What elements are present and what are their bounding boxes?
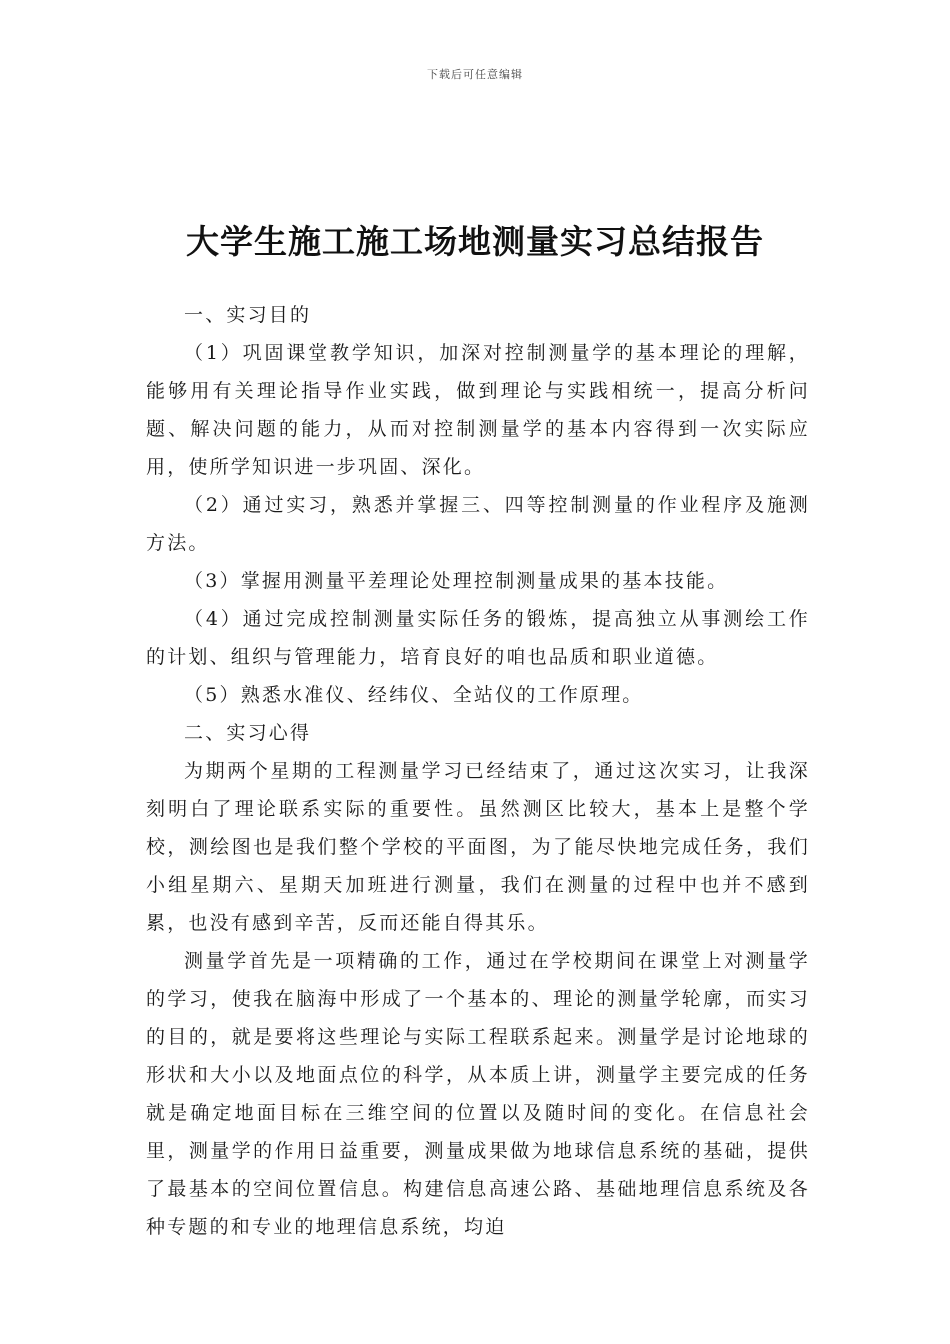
section-heading-purpose: 一、实习目的 — [184, 304, 312, 326]
paragraph-experience-1: 为期两个星期的工程测量学习已经结束了，通过这次实习，让我深刻明白了理论联系实际的重要性。虽然测区比较大，基本上是整个学校，测绘图也是我们整个学校的平面图，为了能尽快地完成任务，我们小组星期六、星期天加班进行测量，我们在测量的过程中也并不感到累，也没有感到辛苦，反而还能自得其乐。 — [146, 760, 810, 934]
paragraph-purpose-3: （3）掌握用测量平差理论处理控制测量成果的基本技能。 — [184, 570, 729, 592]
paragraph-purpose-1: （1）巩固课堂教学知识，加深对控制测量学的基本理论的理解，能够用有关理论指导作业实践，做到理论与实践相统一，提高分析问题、解决问题的能力，从而对控制测量学的基本内容得到一次实际应用，使所学知识进一步巩固、深化。 — [146, 342, 810, 478]
document-body — [146, 296, 810, 1246]
header-note: 下载后可任意编辑 — [427, 68, 523, 81]
section-heading-experience: 二、实习心得 — [184, 722, 312, 744]
document-title: 大学生施工施工场地测量实习总结报告 — [186, 222, 764, 261]
paragraph-experience-2: 测量学首先是一项精确的工作，通过在学校期间在课堂上对测量学的学习，使我在脑海中形成了一个基本的、理论的测量学轮廓，而实习的目的，就是要将这些理论与实际工程联系起来。测量学是讨论地球的形状和大小以及地面点位的科学，从本质上讲，测量学主要完成的任务就是确定地面目标在三维空间的位置以及随时间的变化。在信息社会里，测量学的作用日益重要，测量成果做为地球信息系统的基础，提供了最基本的空间位置信息。构建信息高速公路、基础地理信息系统及各种专题的和专业的地理信息系统，均迫 — [146, 950, 810, 1238]
paragraph-purpose-5: （5）熟悉水准仪、经纬仪、全站仪的工作原理。 — [184, 684, 644, 706]
paragraph-purpose-4: （4）通过完成控制测量实际任务的锻炼，提高独立从事测绘工作的计划、组织与管理能力，培育良好的咱也品质和职业道德。 — [146, 608, 810, 668]
paragraph-purpose-2: （2）通过实习，熟悉并掌握三、四等控制测量的作业程序及施测方法。 — [146, 494, 810, 554]
